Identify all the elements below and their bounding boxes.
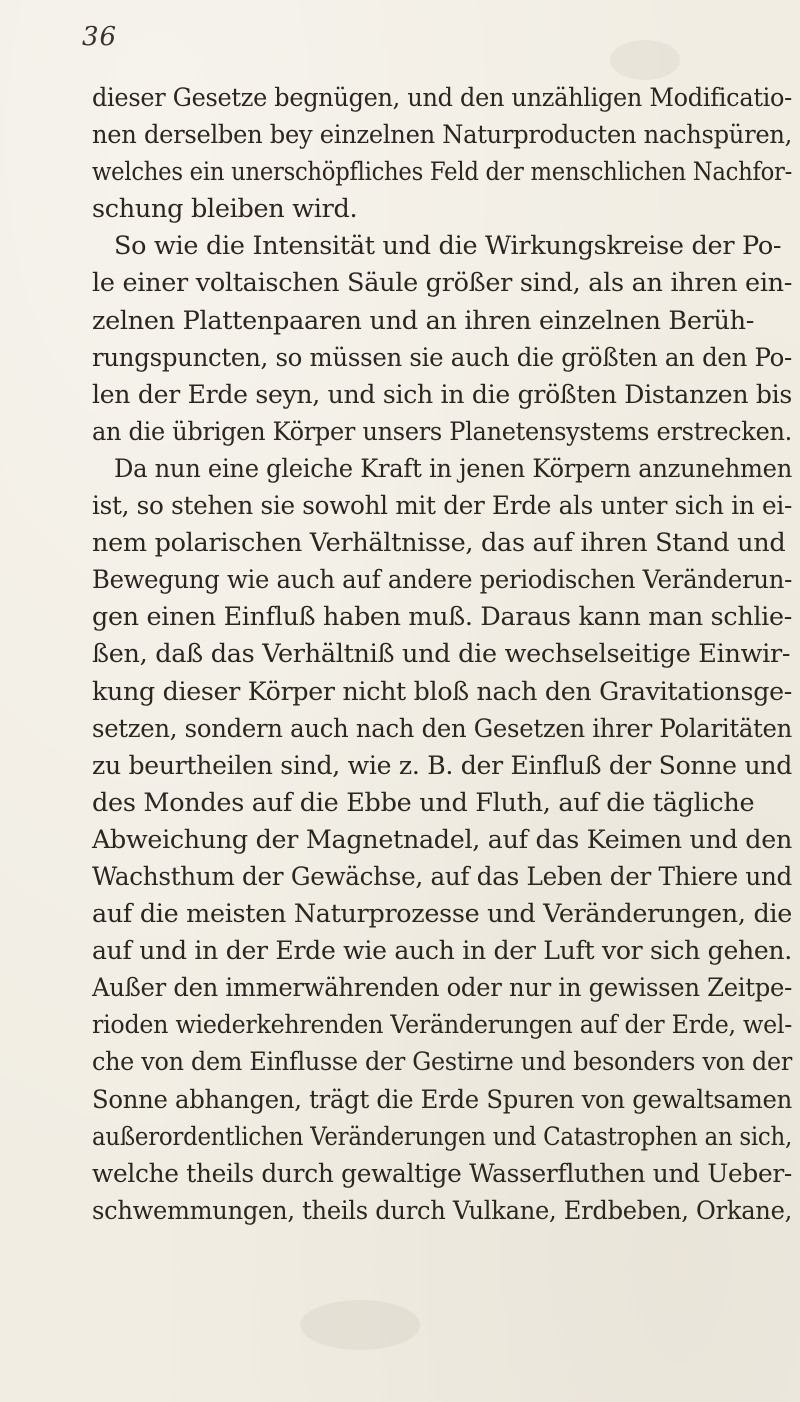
text-line: des Mondes auf die Ebbe und Fluth, auf die tägliche: [92, 787, 755, 818]
text-line: Sonne abhangen, trägt die Erde Spuren von gewaltsamen: [92, 1084, 792, 1115]
body-text: [92, 80, 792, 1230]
text-line: welches ein unerschöpfliches Feld der menschlichen Nachfor-: [92, 157, 792, 188]
text-line: rungspuncten, so müssen sie auch die größten an den Po-: [92, 342, 792, 373]
text-line: ist, so stehen sie sowohl mit der Erde als unter sich in ei-: [92, 491, 792, 522]
text-line: zu beurtheilen sind, wie z. B. der Einfluß der Sonne und: [92, 750, 792, 781]
text-line: gen einen Einfluß haben muß. Daraus kann man schlie-: [92, 602, 792, 633]
text-line: außerordentlichen Veränderungen und Catastrophen an sich,: [92, 1121, 792, 1152]
paper-stain: [610, 40, 680, 80]
text-line: So wie die Intensität und die Wirkungskreise der Po-: [114, 231, 782, 262]
text-line: kung dieser Körper nicht bloß nach den Gravitationsge-: [92, 676, 792, 707]
text-line: Wachsthum der Gewächse, auf das Leben der Thiere und: [92, 861, 792, 892]
text-line: len der Erde seyn, und sich in die größten Distanzen bis: [92, 379, 792, 410]
text-line: welche theils durch gewaltige Wasserfluthen und Ueber-: [92, 1158, 792, 1189]
text-line: schwemmungen, theils durch Vulkane, Erdbeben, Orkane,: [92, 1195, 792, 1226]
text-line: zelnen Plattenpaaren und an ihren einzelnen Berüh-: [92, 305, 755, 336]
text-line: rioden wiederkehrenden Veränderungen auf der Erde, wel-: [92, 1010, 792, 1041]
text-line: Abweichung der Magnetnadel, auf das Keimen und den: [92, 824, 792, 855]
text-line: auf die meisten Naturprozesse und Veränderungen, die: [92, 899, 792, 930]
text-line: che von dem Einflusse der Gestirne und besonders von der: [92, 1047, 792, 1078]
text-line: nen derselben bey einzelnen Naturproducten nachspüren,: [92, 120, 792, 151]
text-line: ßen, daß das Verhältniß und die wechselseitige Einwir-: [92, 639, 791, 670]
text-line: setzen, sondern auch nach den Gesetzen ihrer Polaritäten: [92, 713, 792, 744]
text-line: Außer den immerwährenden oder nur in gewissen Zeitpe-: [92, 973, 792, 1004]
text-line: schung bleiben wird.: [92, 194, 358, 225]
page-number: 36: [82, 22, 118, 52]
text-line: le einer voltaischen Säule größer sind, als an ihren ein-: [92, 268, 793, 299]
text-line: an die übrigen Körper unsers Planetensystems erstrecken.: [92, 416, 792, 447]
text-line: Da nun eine gleiche Kraft in jenen Körpern anzunehmen: [114, 453, 792, 484]
text-line: nem polarischen Verhältnisse, das auf ihren Stand und: [92, 528, 786, 559]
paper-stain: [300, 1300, 420, 1350]
text-line: Bewegung wie auch auf andere periodischen Veränderun-: [92, 565, 792, 596]
text-line: dieser Gesetze begnügen, und den unzähligen Modificatio-: [92, 83, 792, 113]
text-line: auf und in der Erde wie auch in der Luft vor sich gehen.: [92, 936, 792, 967]
